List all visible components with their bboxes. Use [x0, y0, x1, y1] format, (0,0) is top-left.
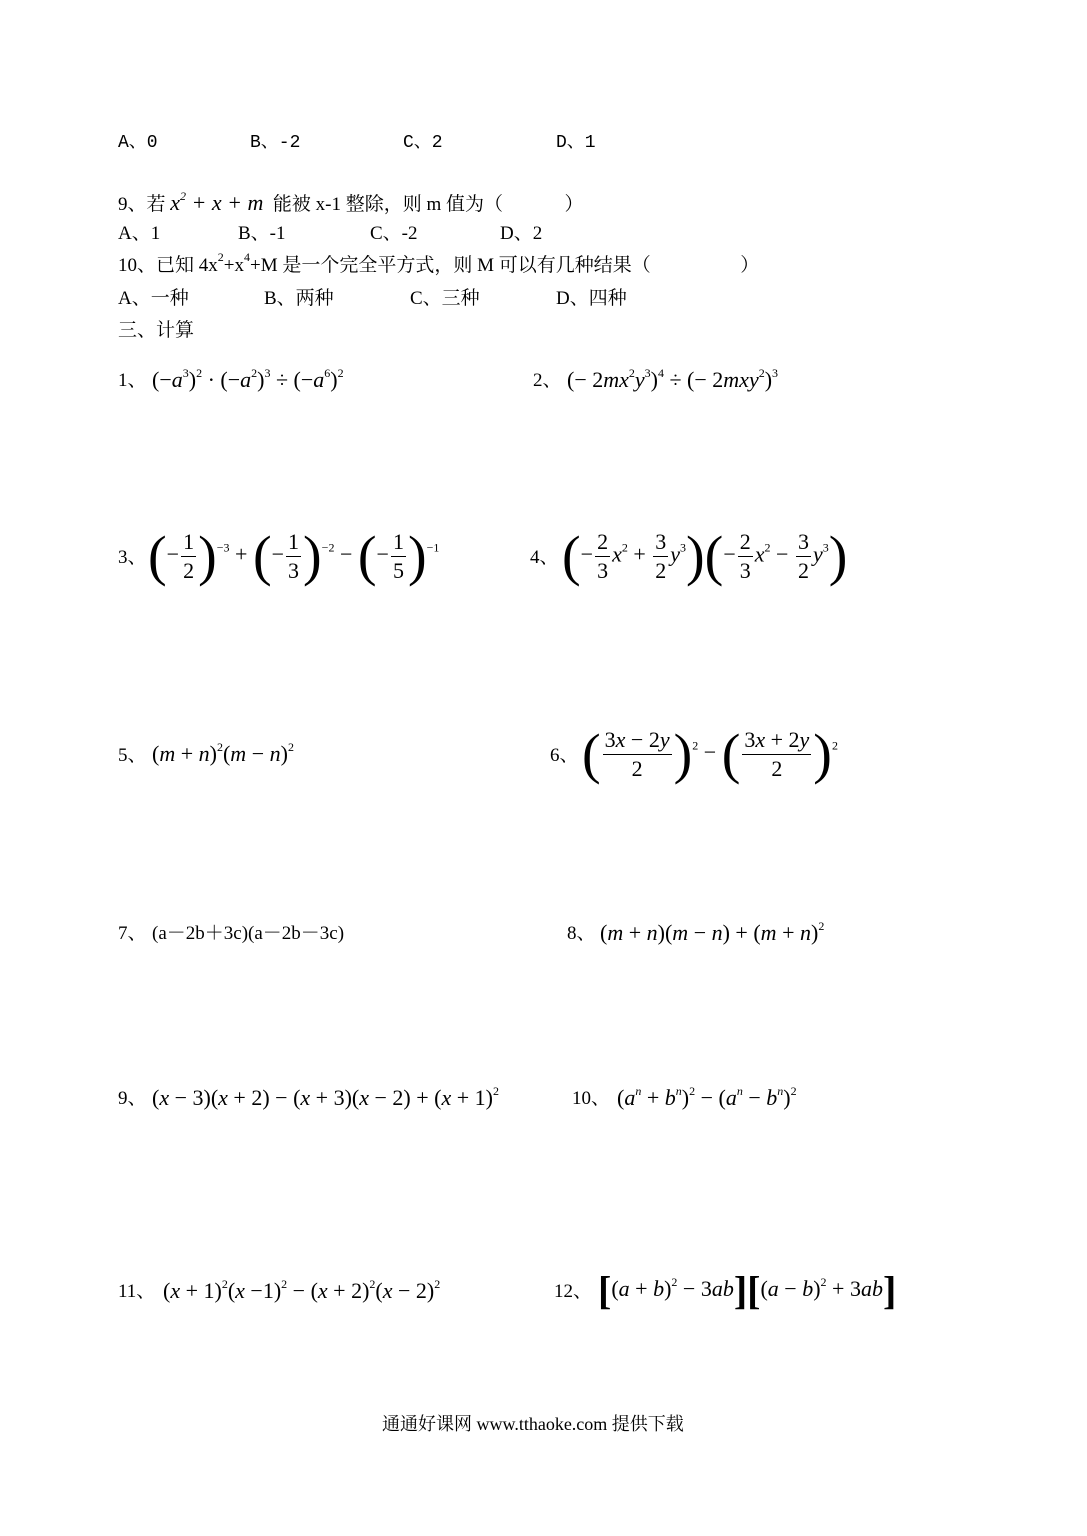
problem-4-expression: (− $\frac{2}{3}$ $x^2$ + $\frac{3}{2}$ $y^3)(-$ $\frac{2}{3}$ $x^2$ − $\frac{3}{2}$ $y^3$) [562, 525, 848, 588]
problem-9-number: 9、 [118, 1088, 147, 1109]
q8-option-b: B、-2 [250, 133, 301, 153]
problem-9-expression: $(x - 3)(x + 2) - (x + 3)(x - 2) + (x + 1)^2$ [152, 1084, 499, 1110]
problem-1-expression: $(-a^3)^2 \cdot (-a^2)^3 \div (-a^6)^2$ [152, 366, 344, 392]
q8-option-c: C、2 [403, 133, 443, 153]
q10-stem: 10、已知 $4x^2+x^4+M$ 是一个完全平方式，则 M 可以有几种结果（ ） [118, 250, 760, 276]
page-footer: 通通好课网 www.tthaoke.com 提供下载 [382, 1414, 684, 1434]
problem-6-expression: ( $\frac{3x - 2y}{2}$ )$^2$ − ( $\frac{3x + 2y}{2}$ )$^2$ [582, 723, 838, 786]
problem-8-number: 8、 [567, 923, 596, 944]
q8-option-a: A、0 [118, 133, 158, 153]
q10-option-d: D、四种 [556, 288, 627, 309]
problem-11-expression: $(x + 1)^2(x -1)^2 - (x + 2)^2(x - 2)^2$ [163, 1277, 441, 1303]
problem-4-number: 4、 [530, 547, 559, 568]
problem-12-expression: $[(a + b)^2 - 3ab][(a - b)^2 + 3ab]$ [598, 1268, 897, 1313]
problem-7-expression: (a－2b＋3c)(a－2b－3c) [152, 923, 345, 944]
q9-option-c: C、-2 [370, 223, 418, 244]
problem-2-number: 2、 [533, 370, 562, 391]
problem-12-number: 12、 [554, 1281, 593, 1302]
q10-option-c: C、三种 [410, 288, 480, 309]
section-title: 三、计算 [118, 320, 195, 341]
problem-8-expression: $(m + n)(m - n) + (m + n)^2$ [600, 919, 825, 945]
q9-stem [118, 190, 584, 216]
q9-option-a: A、1 [118, 223, 161, 244]
problem-6-number: 6、 [550, 745, 579, 766]
q9-expression: $x^2 + x + m$ [170, 189, 264, 215]
q9-option-b: B、-1 [238, 223, 286, 244]
problem-3-number: 3、 [118, 547, 147, 568]
q9-close: ） [564, 194, 584, 215]
problem-3-expression: (− $\frac{1}{2}$ )$^{-3}$ + (− $\frac{1}{3}$ )$^{-2}$ − (− $\frac{1}{5}$ )$^{-1}$ [148, 525, 440, 588]
q9-prefix: 9、若 [118, 194, 166, 215]
q10-option-b: B、两种 [264, 288, 334, 309]
problem-10-number: 10、 [572, 1088, 611, 1109]
q9-option-d: D、2 [500, 223, 543, 244]
q10-option-a: A、一种 [118, 288, 189, 309]
problem-5-number: 5、 [118, 745, 147, 766]
problem-5-expression: $(m + n)^2(m - n)^2$ [152, 740, 294, 766]
problem-2-expression: (− $2mx^2y^3)^4$ ÷ (− 2mxy$^2$)$^3$ [567, 366, 779, 392]
problem-1-number: 1、 [118, 370, 147, 391]
q9-suffix: 能被 x-1 整除，则 m 值为（ [272, 194, 503, 215]
problem-7-number: 7、 [118, 923, 147, 944]
problem-11-number: 11、 [118, 1281, 156, 1302]
q8-option-d: D、1 [556, 133, 596, 153]
problem-10-expression: $(a^n + b^n)^2 - (a^n - b^n)^2$ [617, 1084, 797, 1110]
